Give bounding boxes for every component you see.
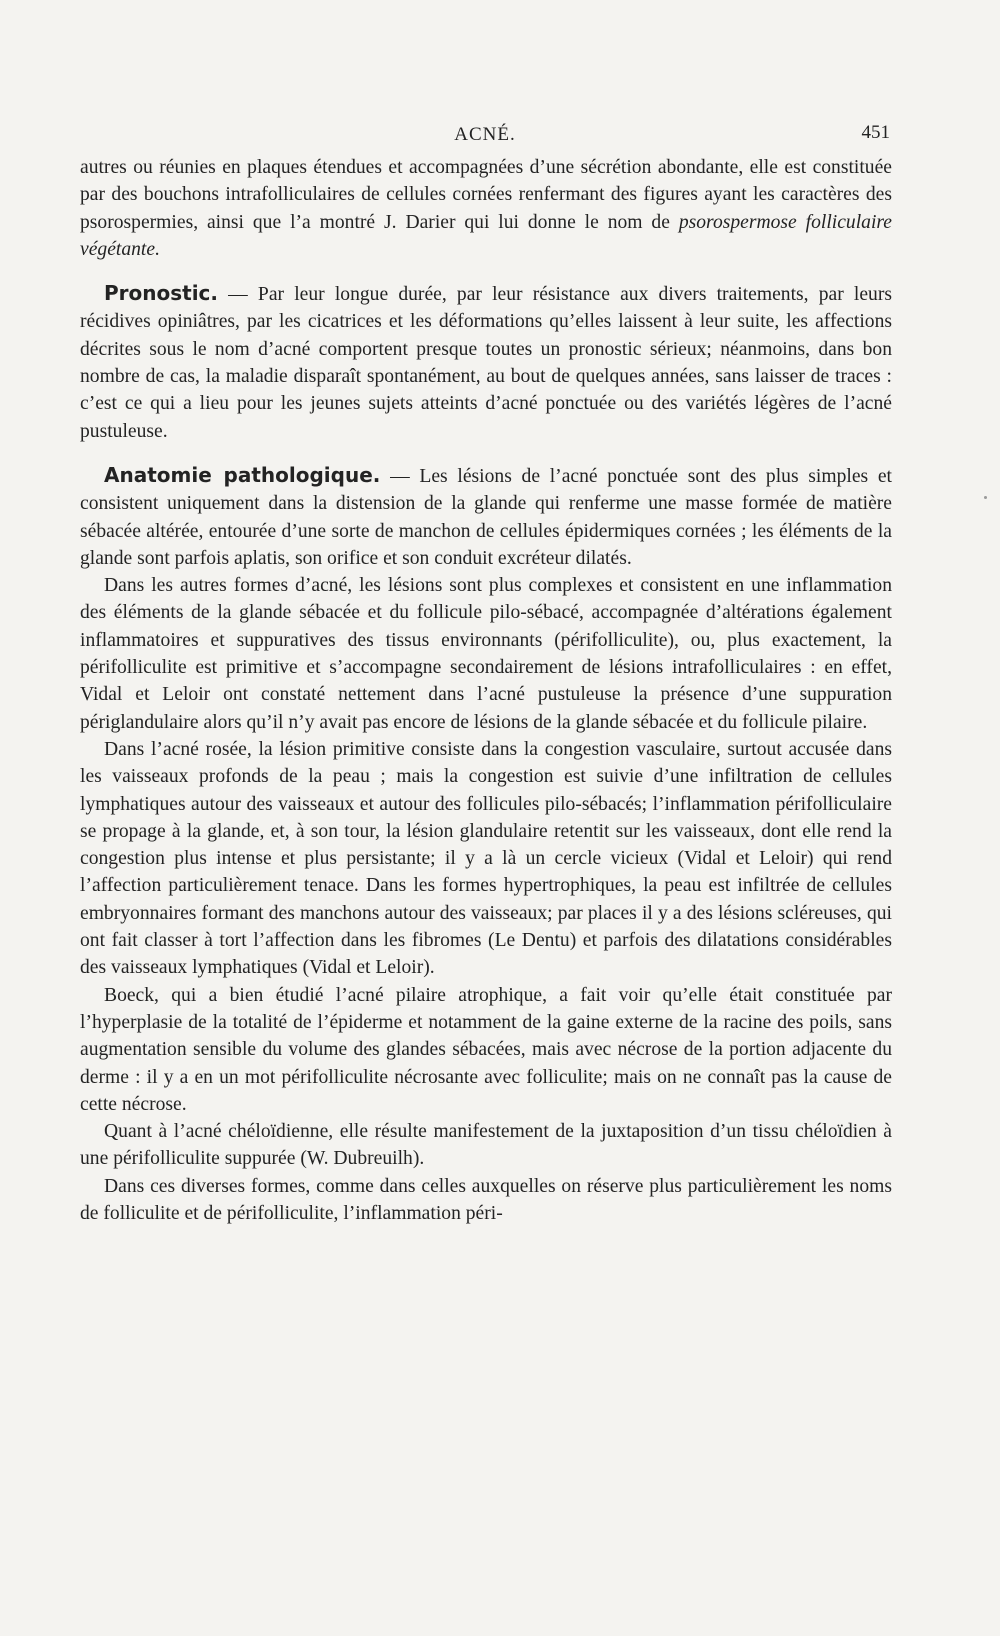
running-header bbox=[80, 118, 890, 148]
paragraph: Dans les autres formes d’acné, les lésions sont plus complexes et consistent en une inflammation des éléments de la glande sébacée et du follicule pilo-sébacé, accompagnée d’altérations également inflammatoires et suppuratives des tissus environnants (périfolliculite), ou, plus exactement, la périfolliculite est primitive et s’accompagne secondairement de lésions intrafolliculaires : en effet, Vidal et Leloir ont constaté nettement dans l’acné pustuleuse la présence d’une suppuration périglandulaire alors qu’il n’y avait pas encore de lésions de la glande sébacée et du follicule pilaire. bbox=[80, 575, 892, 733]
section-anatomie bbox=[80, 462, 892, 572]
paragraph: Boeck, qui a bien étudié l’acné pilaire atrophique, a fait voir qu’elle était constituée par l’hyperplasie de la totalité de l’épiderme et notamment de la gaine externe de la racine des poils, sans augmentation sensible du volume des glandes sébacées, mais avec nécrose de la portion adjacente du derme : il y a en un mot périfolliculite nécrosante avec folliculite; mais on ne connaît pas la cause de cette nécrose. bbox=[80, 984, 892, 1115]
section-heading-anatomie: Anatomie pathologique. bbox=[104, 462, 381, 487]
paragraph: Quant à l’acné chéloïdienne, elle résulte manifestement de la juxtaposition d’un tissu chéloïdien à une périfolliculite suppurée (W. Dubreuilh). bbox=[80, 1121, 892, 1170]
paragraph-text: autres ou réunies en plaques étendues et accompagnées d’une sécrétion abondante, elle est constituée par des bouchons intrafolliculaires de cellules cornées renfermant des figures ayant les caractères des psorospermies, ainsi que l’a montré J. Darier qui lui donne le nom de bbox=[80, 157, 892, 233]
paragraph: Dans l’acné rosée, la lésion primitive consiste dans la congestion vasculaire, surtout accusée dans les vaisseaux profonds de la peau ; mais la congestion est suivie d’une infiltration de cellules lymphatiques autour des vaisseaux et autour des follicules pilo-sébacés; l’inflammation périfolliculaire se propage à la glande, et, à son tour, la lésion glandulaire retentit sur les vaisseaux, dont elle rend la congestion plus intense et plus persistante; il y a là un cercle vicieux (Vidal et Leloir) qui rend l’affection particulièrement tenace. Dans les formes hypertrophiques, la peau est infiltrée de cellules embryonnaires formant des manchons autour des vaisseaux; par places il y a des lésions scléreuses, qui ont fait classer à tort l’affection dans les fibromes (Le Dentu) et parfois des dilatations considérables des vaisseaux lymphatiques (Vidal et Leloir). bbox=[80, 738, 892, 979]
section-pronostic bbox=[80, 280, 892, 445]
paragraph-text: — Par leur longue durée, par leur résistance aux divers traitements, par leurs récidives opiniâtres, par les cicatrices et les déformations qu’elles laissent à leur suite, les affections décrites sous le nom d’acné comportent presque toutes un pronostic sérieux; néanmoins, dans bon nombre de cas, la maladie disparaît spontanément, au bout de quelques années, sans laisser de traces : c’est ce qui a lieu pour les jeunes sujets atteints d’acné ponctuée ou des variétés légères de l’acné pustuleuse. bbox=[80, 284, 892, 442]
paper-speck bbox=[984, 496, 987, 499]
section-heading-pronostic: Pronostic. bbox=[104, 281, 219, 306]
paragraph-text: — Les lésions de l’acné ponctuée sont des plus simples et consistent uniquement dans la distension de la glande qui renferme une masse formée de matière sébacée altérée, entourée d’une sorte de manchon de cellules épidermiques cornées ; les éléments de la glande sont parfois aplatis, son orifice et son conduit excréteur dilatés. bbox=[80, 465, 892, 569]
page-number: 451 bbox=[861, 122, 890, 143]
running-title: ACNÉ. bbox=[454, 124, 516, 145]
italic-term: psorospermose folliculaire végétante. bbox=[80, 211, 892, 260]
paragraph: Dans ces diverses formes, comme dans celles auxquelles on réserve plus particulièrement les noms de folliculite et de périfolliculite, l’inflammation péri- bbox=[80, 1175, 892, 1224]
page-body bbox=[80, 154, 892, 1227]
paragraph-continuation bbox=[80, 154, 892, 263]
